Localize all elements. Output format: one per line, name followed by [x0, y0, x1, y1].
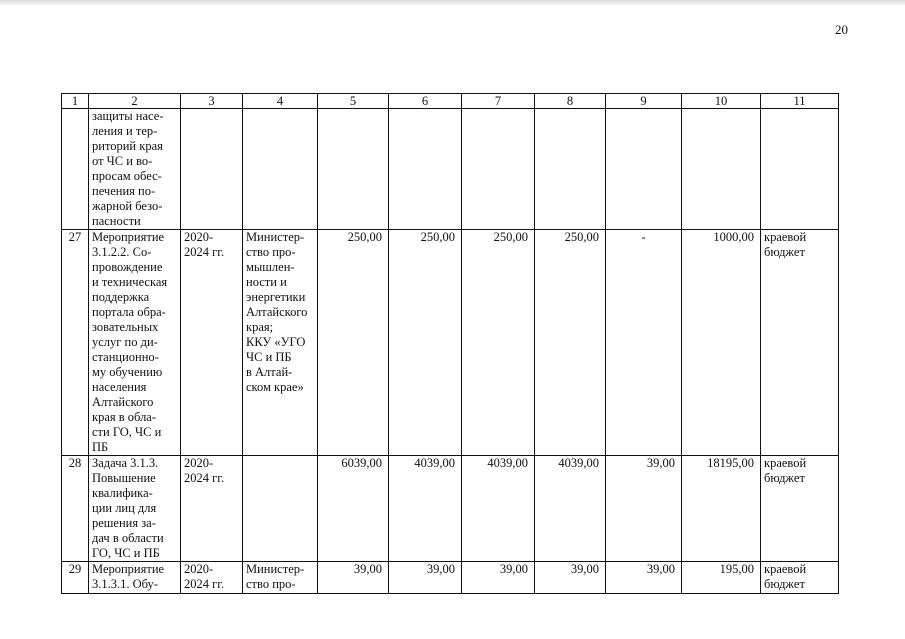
period-cell-line: 2024 гг. [184, 245, 225, 259]
value-cell [462, 109, 535, 230]
value-cell: 39,00 [462, 562, 535, 594]
event-name-cell-line: населения [92, 380, 147, 394]
source-cell [761, 456, 839, 562]
event-name-cell [89, 230, 181, 456]
event-name-cell-line: зовательных [92, 320, 159, 334]
header-cell: 8 [535, 94, 606, 109]
value-cell: 4039,00 [389, 456, 462, 562]
value-cell: 39,00 [535, 562, 606, 594]
header-row [62, 94, 839, 109]
executor-cell [243, 230, 318, 456]
event-name-cell-line: 3.1.3.1. Обу- [92, 577, 158, 591]
value-cell: 250,00 [318, 230, 389, 456]
event-name-cell-line: Мероприятие [92, 230, 165, 244]
event-name-cell-line: просам обес- [92, 169, 162, 183]
row-number-cell [62, 109, 89, 230]
header-cell: 10 [682, 94, 761, 109]
event-name-cell-line: риторий края [92, 139, 163, 153]
event-name-cell-line: 3.1.2.2. Со- [92, 245, 152, 259]
event-name-cell-line: ПБ [92, 440, 109, 454]
executor-cell-line: ККУ «УГО [246, 335, 306, 349]
event-name-cell-line: ГО, ЧС и ПБ [92, 546, 160, 560]
row-number-cell: 28 [62, 456, 89, 562]
period-cell-line: 2020- [184, 562, 214, 576]
period-cell-line: 2020- [184, 230, 214, 244]
value-cell: 250,00 [462, 230, 535, 456]
header-cell: 5 [318, 94, 389, 109]
executor-cell-line: Алтайского [246, 305, 308, 319]
value-cell [318, 109, 389, 230]
page-number: 20 [835, 22, 848, 37]
value-cell: 39,00 [606, 562, 682, 594]
table-row [62, 562, 839, 594]
event-name-cell-line: защиты насе- [92, 109, 164, 123]
value-cell: 4039,00 [462, 456, 535, 562]
table-body [62, 94, 839, 594]
row-number-cell: 27 [62, 230, 89, 456]
executor-cell [243, 109, 318, 230]
value-cell: 250,00 [389, 230, 462, 456]
value-cell: 4039,00 [535, 456, 606, 562]
executor-cell [243, 456, 318, 562]
header-cell: 6 [389, 94, 462, 109]
event-name-cell-line: Задача 3.1.3. [92, 456, 159, 470]
event-name-cell-line: му обучению [92, 365, 163, 379]
source-cell [761, 562, 839, 594]
executor-cell-line: ство про- [246, 245, 296, 259]
event-name-cell-line: Мероприятие [92, 562, 165, 576]
event-name-cell-line: квалифика- [92, 486, 153, 500]
total-cell: 195,00 [682, 562, 761, 594]
event-name-cell-line: ции лиц для [92, 501, 157, 515]
total-cell: 18195,00 [682, 456, 761, 562]
executor-cell-line: ности и [246, 275, 287, 289]
executor-cell-line: Министер- [246, 562, 305, 576]
event-name-cell-line: станционно- [92, 350, 159, 364]
value-cell: - [606, 230, 682, 456]
executor-cell-line: энергетики [246, 290, 306, 304]
executor-cell-line: в Алтай- [246, 365, 293, 379]
total-cell: 1000,00 [682, 230, 761, 456]
value-cell: 250,00 [535, 230, 606, 456]
budget-table [61, 93, 839, 594]
row-number-cell: 29 [62, 562, 89, 594]
source-cell-line: бюджет [764, 577, 805, 591]
event-name-cell-line: сти ГО, ЧС и [92, 425, 162, 439]
value-cell [535, 109, 606, 230]
event-name-cell-line: Повышение [92, 471, 156, 485]
source-cell-line: бюджет [764, 471, 805, 485]
executor-cell-line: ском крае» [246, 380, 304, 394]
header-cell: 9 [606, 94, 682, 109]
event-name-cell-line: портала обра- [92, 305, 166, 319]
value-cell [606, 109, 682, 230]
header-cell: 3 [181, 94, 243, 109]
value-cell: 39,00 [389, 562, 462, 594]
period-cell [181, 456, 243, 562]
source-cell [761, 109, 839, 230]
table-row [62, 230, 839, 456]
table-row [62, 456, 839, 562]
event-name-cell-line: провождение [92, 260, 163, 274]
period-cell [181, 109, 243, 230]
executor-cell-line: ство про- [246, 577, 296, 591]
header-cell: 7 [462, 94, 535, 109]
value-cell: 39,00 [318, 562, 389, 594]
period-cell-line: 2024 гг. [184, 577, 225, 591]
event-name-cell-line: от ЧС и во- [92, 154, 153, 168]
executor-cell-line: Министер- [246, 230, 305, 244]
event-name-cell-line: ления и тер- [92, 124, 158, 138]
event-name-cell-line: и техническая [92, 275, 168, 289]
event-name-cell [89, 456, 181, 562]
executor-cell-line: края; [246, 320, 274, 334]
event-name-cell-line: услуг по ди- [92, 335, 158, 349]
event-name-cell-line: решения за- [92, 516, 156, 530]
period-cell [181, 562, 243, 594]
event-name-cell-line: края в обла- [92, 410, 157, 424]
source-cell-line: краевой [764, 230, 807, 244]
source-cell-line: краевой [764, 562, 807, 576]
period-cell [181, 230, 243, 456]
source-cell-line: краевой [764, 456, 807, 470]
event-name-cell-line: Алтайского [92, 395, 154, 409]
source-cell-line: бюджет [764, 245, 805, 259]
header-cell: 2 [89, 94, 181, 109]
source-cell [761, 230, 839, 456]
value-cell: 39,00 [606, 456, 682, 562]
table-row [62, 109, 839, 230]
value-cell [389, 109, 462, 230]
period-cell-line: 2024 гг. [184, 471, 225, 485]
event-name-cell-line: жарной безо- [92, 199, 163, 213]
header-cell: 1 [62, 94, 89, 109]
header-cell: 4 [243, 94, 318, 109]
executor-cell [243, 562, 318, 594]
scan-edge [0, 0, 905, 6]
value-cell: 6039,00 [318, 456, 389, 562]
period-cell-line: 2020- [184, 456, 214, 470]
header-cell: 11 [761, 94, 839, 109]
executor-cell-line: ЧС и ПБ [246, 350, 292, 364]
event-name-cell-line: печения по- [92, 184, 156, 198]
event-name-cell [89, 109, 181, 230]
event-name-cell-line: поддержка [92, 290, 150, 304]
event-name-cell-line: пасности [92, 214, 141, 228]
executor-cell-line: мышлен- [246, 260, 295, 274]
event-name-cell [89, 562, 181, 594]
event-name-cell-line: дач в области [92, 531, 164, 545]
total-cell [682, 109, 761, 230]
